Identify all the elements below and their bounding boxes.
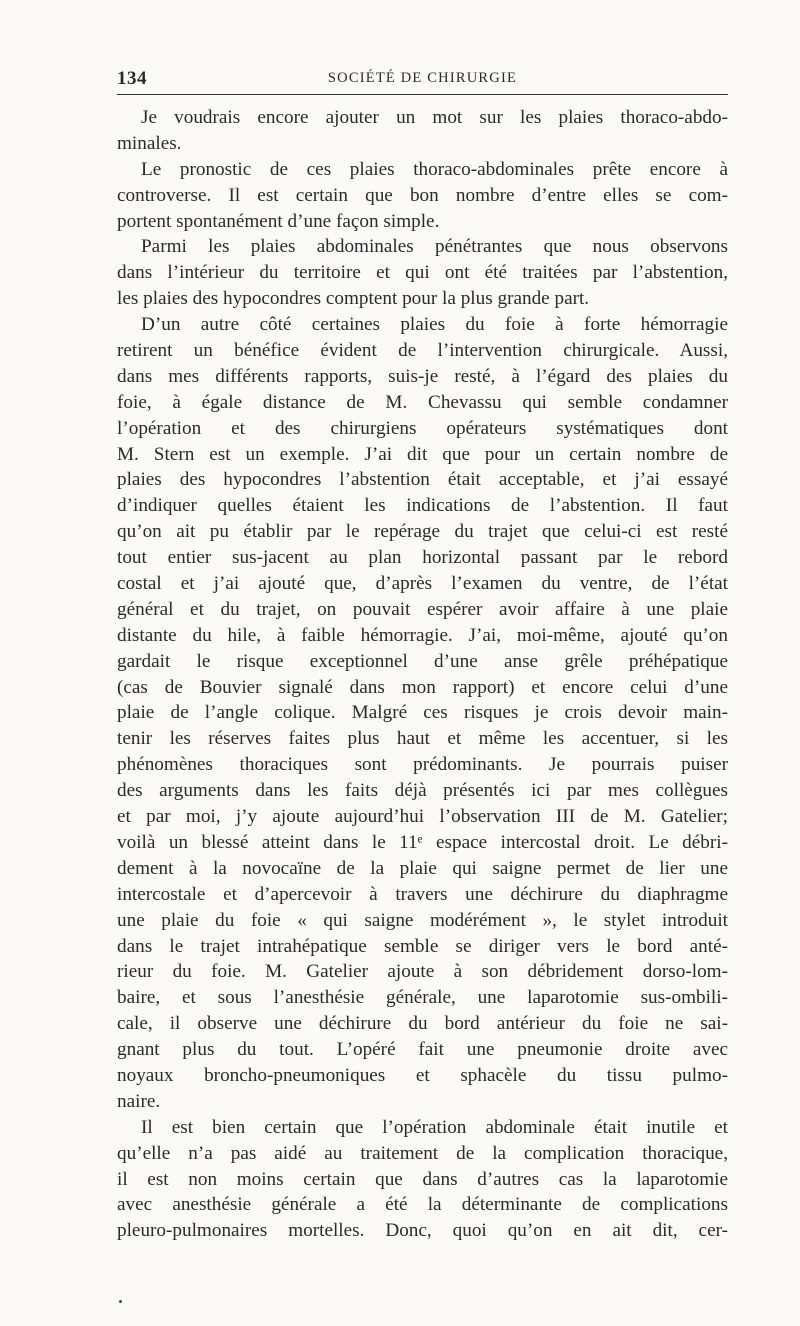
text-line: plaies des hypocondres l’abstention était acceptable, et j’ai essayé (117, 469, 728, 491)
text-line: dans mes différents rapports, suis-je resté, à l’égard des plaies du (117, 365, 728, 387)
text-line: naire. (117, 1090, 161, 1112)
margin-dot (119, 1300, 122, 1303)
page-number: 134 (117, 68, 147, 89)
text-line: gardait le risque exceptionnel d’une anse grêle préhépatique (117, 650, 728, 672)
text-line: intercostale et d’apercevoir à travers une déchirure du diaphragme (117, 883, 728, 905)
text-line: distante du hile, à faible hémorragie. J’ai, moi-même, ajouté qu’on (117, 624, 728, 646)
text-line: phénomènes thoraciques sont prédominants. Je pourrais puiser (117, 754, 728, 776)
text-line: les plaies des hypocondres comptent pour la plus grande part. (117, 288, 590, 310)
text-line: dans le trajet intrahépatique semble se diriger vers le bord anté- (117, 935, 728, 957)
text-line: controverse. Il est certain que bon nombre d’entre elles se com- (117, 184, 728, 206)
text-line: et par moi, j’y ajoute aujourd’hui l’observation III de M. Gatelier; (117, 806, 728, 828)
text-line: tenir les réserves faites plus haut et même les accentuer, si les (117, 728, 728, 750)
text-line: Il est bien certain que l’opération abdominale était inutile et (141, 1116, 728, 1138)
text-line: D’un autre côté certaines plaies du foie à forte hémorragie (141, 314, 728, 336)
running-head: SOCIÉTÉ DE CHIRURGIE (327, 70, 518, 86)
text-line: pleuro-pulmonaires mortelles. Donc, quoi qu’on en ait dit, cer- (117, 1220, 728, 1242)
text-line: une plaie du foie « qui saigne modérément », le stylet introduit (117, 909, 728, 931)
text-line: portent spontanément d’une façon simple. (117, 210, 440, 232)
text-line: voilà un blessé atteint dans le 11ᵉ espace intercostal droit. Le débri- (117, 831, 728, 853)
text-line: il est non moins certain que dans d’autres cas la laparotomie (117, 1168, 728, 1190)
text-line: d’indiquer quelles étaient les indications de l’abstention. Il faut (117, 495, 728, 517)
text-line: général et du trajet, on pouvait espérer avoir affaire à une plaie (117, 598, 728, 620)
text-line: qu’elle n’a pas aidé au traitement de la complication thoracique, (117, 1142, 728, 1164)
text-line: minales. (117, 132, 182, 154)
page (117, 62, 728, 1244)
text-line: dement à la novocaïne de la plaie qui saigne permet de lier une (117, 857, 728, 879)
text-line: Le pronostic de ces plaies thoraco-abdominales prête encore à (141, 158, 728, 180)
page-header (117, 62, 728, 92)
header-rule (117, 94, 728, 95)
text-line: foie, à égale distance de M. Chevassu qui semble condamner (117, 391, 728, 413)
body-text (117, 105, 728, 1244)
text-line: costal et j’ai ajouté que, d’après l’examen du ventre, de l’état (117, 573, 728, 595)
text-line: gnant plus du tout. L’opéré fait une pneumonie droite avec (117, 1039, 728, 1061)
text-line: M. Stern est un exemple. J’ai dit que pour un certain nombre de (117, 443, 728, 465)
text-line: tout entier sus-jacent au plan horizontal passant par le rebord (117, 547, 728, 569)
text-line: noyaux broncho-pneumoniques et sphacèle du tissu pulmo- (117, 1064, 728, 1086)
text-line: baire, et sous l’anesthésie générale, une laparotomie sus-ombili- (117, 987, 728, 1009)
text-line: rieur du foie. M. Gatelier ajoute à son débridement dorso-lom- (117, 961, 728, 983)
text-line: des arguments dans les faits déjà présentés ici par mes collègues (117, 780, 728, 802)
text-line: cale, il observe une déchirure du bord antérieur du foie ne sai- (117, 1013, 728, 1035)
text-line: l’opération et des chirurgiens opérateurs systématiques dont (117, 417, 728, 439)
text-line: (cas de Bouvier signalé dans mon rapport) et encore celui d’une (117, 676, 728, 698)
text-line: dans l’intérieur du territoire et qui ont été traitées par l’abstention, (117, 262, 728, 284)
text-line: plaie de l’angle colique. Malgré ces risques je crois devoir main- (117, 702, 728, 724)
text-line: avec anesthésie générale a été la déterminante de complications (117, 1194, 728, 1216)
text-line: Je voudrais encore ajouter un mot sur les plaies thoraco-abdo- (141, 107, 728, 128)
text-line: Parmi les plaies abdominales pénétrantes que nous observons (141, 236, 728, 258)
text-line: qu’on ait pu établir par le repérage du trajet que celui-ci est resté (117, 521, 728, 543)
text-line: retirent un bénéfice évident de l’intervention chirurgicale. Aussi, (117, 340, 728, 362)
